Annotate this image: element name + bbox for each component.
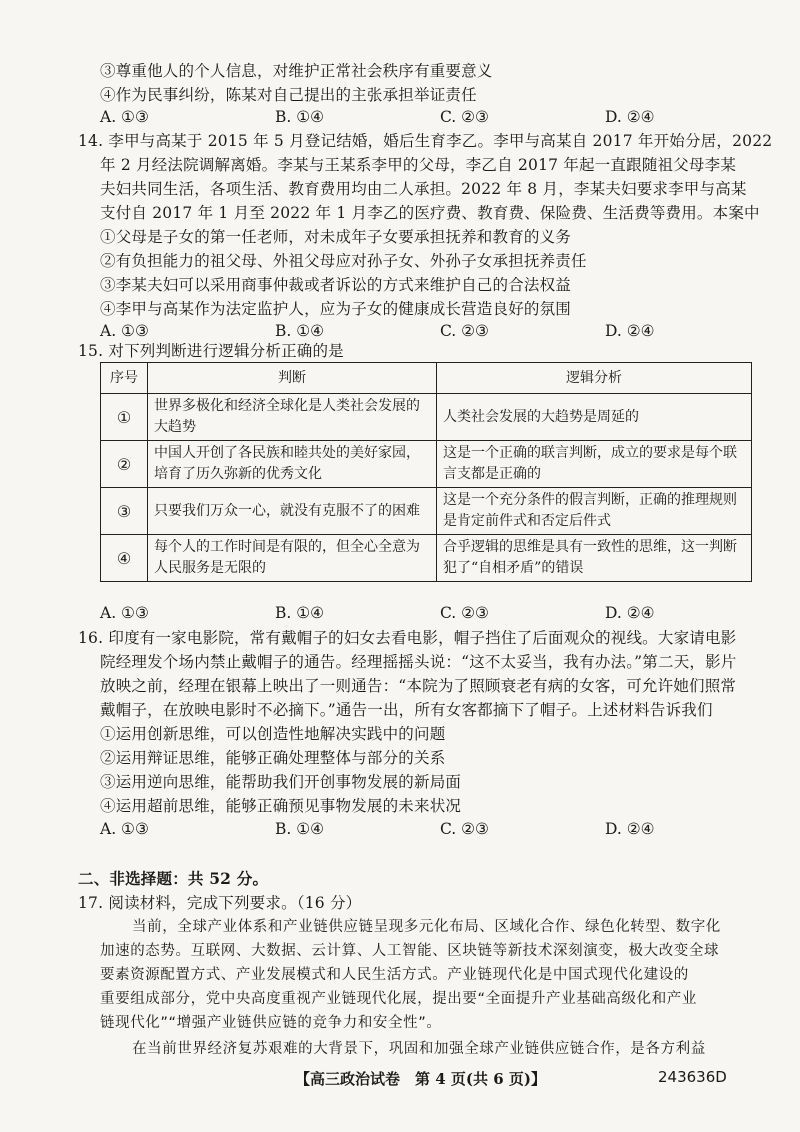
table-header-row: [101, 363, 752, 394]
option-d: D. ②④: [605, 322, 655, 340]
row-analysis: 合乎逻辑的思维是具有一致性的思维，这一判断犯了“自相矛盾”的错误: [437, 535, 752, 582]
material-line-3: 要素资源配置方式、产业发展模式和人民生活方式。产业链现代化是中国式现代化建设的: [100, 967, 689, 983]
option-b: B. ①④: [275, 108, 325, 126]
material-line-4: 重要组成部分，党中央高度重视产业链现代化展，提出要“全面提升产业基础高级化和产业: [100, 991, 698, 1007]
row-analysis: 这是一个充分条件的假言判断，正确的推理规则是肯定前件式和否定后件式: [437, 488, 752, 535]
row-judgement: 每个人的工作时间是有限的，但全心全意为人民服务是无限的: [148, 535, 437, 582]
page-footer: [0, 1068, 800, 1092]
table-row: [101, 441, 752, 488]
option-d: D. ②④: [605, 820, 655, 838]
option-b: B. ①④: [275, 820, 325, 838]
q14-stem-line-4: 支付自 2017 年 1 月至 2022 年 1 月李乙的医疗费、教育费、保险费、生活费等费用。本案中: [100, 204, 760, 222]
material-line-2: 加速的态势。互联网、大数据、云计算、人工智能、区块链等新技术深刻演变，极大改变全球: [100, 943, 720, 959]
q16-statement-1: ①运用创新思维，可以创造性地解决实践中的问题: [100, 725, 446, 743]
row-judgement: 中国人开创了各民族和睦共处的美好家园，培育了历久弥新的优秀文化: [148, 441, 437, 488]
option-b: B. ①④: [275, 322, 325, 340]
row-judgement: 世界多极化和经济全球化是人类社会发展的大趋势: [148, 394, 437, 441]
table-row: [101, 394, 752, 441]
option-a: A. ①③: [100, 322, 149, 340]
q17-stem: 17. 阅读材料，完成下列要求。（16 分）: [78, 894, 362, 912]
q14-statement-1: ①父母是子女的第一任老师，对未成年子女要承担抚养和教育的义务: [100, 228, 572, 246]
option-a: A. ①③: [100, 820, 149, 838]
logic-table: [100, 362, 752, 582]
q16-statement-2: ②运用辩证思维，能够正确处理整体与部分的关系: [100, 749, 446, 767]
q14-stem-line-1: 14. 李甲与高某于 2015 年 5 月登记结婚，婚后生育李乙。李甲与高某自 2017 年开始分居，2022: [78, 132, 773, 150]
option-a: A. ①③: [100, 108, 149, 126]
q13-statement-3: ③尊重他人的个人信息，对维护正常社会秩序有重要意义: [100, 62, 493, 80]
header-number: 序号: [101, 363, 148, 394]
option-c: C. ②③: [440, 820, 489, 838]
row-number: ②: [101, 441, 148, 488]
row-analysis: 人类社会发展的大趋势是周延的: [437, 394, 752, 441]
q14-statement-3: ③李某夫妇可以采用商事仲裁或者诉讼的方式来维护自己的合法权益: [100, 276, 572, 294]
q15-stem: 15. 对下列判断进行逻辑分析正确的是: [78, 342, 344, 360]
row-number: ③: [101, 488, 148, 535]
header-judgement: 判断: [148, 363, 437, 394]
q14-options: [100, 320, 740, 342]
q14-stem-line-2: 年 2 月经法院调解离婚。李某与王某系李甲的父母，李乙自 2017 年起一直跟随祖父母李某: [100, 156, 737, 174]
option-b: B. ①④: [275, 604, 325, 622]
option-d: D. ②④: [605, 604, 655, 622]
row-judgement: 只要我们万众一心，就没有克服不了的困难: [148, 488, 437, 535]
header-analysis: 逻辑分析: [437, 363, 752, 394]
material-line-5: 链现代化”“增强产业链供应链的竞争力和安全性”。: [100, 1015, 442, 1031]
section-heading: 二、非选择题：共 52 分。: [78, 869, 269, 888]
q14-statement-4: ④李甲与高某作为法定监护人，应为子女的健康成长营造良好的氛围: [100, 300, 572, 318]
option-c: C. ②③: [440, 322, 489, 340]
q16-stem-line-3: 放映之前，经理在银幕上映出了一则通告：“本院为了照顾衰老有病的女客，可允许她们照常: [100, 677, 737, 695]
q16-stem-line-4: 戴帽子，在放映电影时不必摘下。”通告一出，所有女客都摘下了帽子。上述材料告诉我们: [100, 701, 713, 719]
row-number: ④: [101, 535, 148, 582]
row-number: ①: [101, 394, 148, 441]
material-line-1: 当前，全球产业体系和产业链供应链呈现多元化布局、区域化合作、绿色化转型、数字化: [132, 919, 721, 935]
table-row: [101, 535, 752, 582]
q15-options: [100, 602, 740, 624]
q13-options: [100, 106, 740, 128]
q16-stem-line-2: 院经理发个场内禁止戴帽子的通告。经理摇摇头说：“这不太妥当，我有办法。”第二天，影片: [100, 653, 737, 671]
footer-title: 【高三政治试卷 第 4 页(共 6 页)】: [295, 1070, 546, 1088]
q16-options: [100, 818, 740, 840]
table-row: [101, 488, 752, 535]
q16-statement-3: ③运用逆向思维，能帮助我们开创事物发展的新局面: [100, 773, 462, 791]
footer-code: 243636D: [658, 1068, 727, 1086]
q16-statement-4: ④运用超前思维，能够正确预见事物发展的未来状况: [100, 797, 462, 815]
q14-statement-2: ②有负担能力的祖父母、外祖父母应对孙子女、外孙子女承担抚养责任: [100, 252, 587, 270]
q16-stem-line-1: 16. 印度有一家电影院，常有戴帽子的妇女去看电影，帽子挡住了后面观众的视线。大家请电影: [78, 629, 737, 647]
option-c: C. ②③: [440, 108, 489, 126]
row-analysis: 这是一个正确的联言判断，成立的要求是每个联言支都是正确的: [437, 441, 752, 488]
material-line-6: 在当前世界经济复苏艰难的大背景下，巩固和加强全球产业链供应链合作，是各方利益: [132, 1041, 706, 1057]
option-a: A. ①③: [100, 604, 149, 622]
q13-statement-4: ④作为民事纠纷，陈某对自己提出的主张承担举证责任: [100, 86, 477, 104]
option-d: D. ②④: [605, 108, 655, 126]
option-c: C. ②③: [440, 604, 489, 622]
q14-stem-line-3: 夫妇共同生活，各项生活、教育费用均由二人承担。2022 年 8 月，李某夫妇要求李甲与高某: [100, 180, 747, 198]
